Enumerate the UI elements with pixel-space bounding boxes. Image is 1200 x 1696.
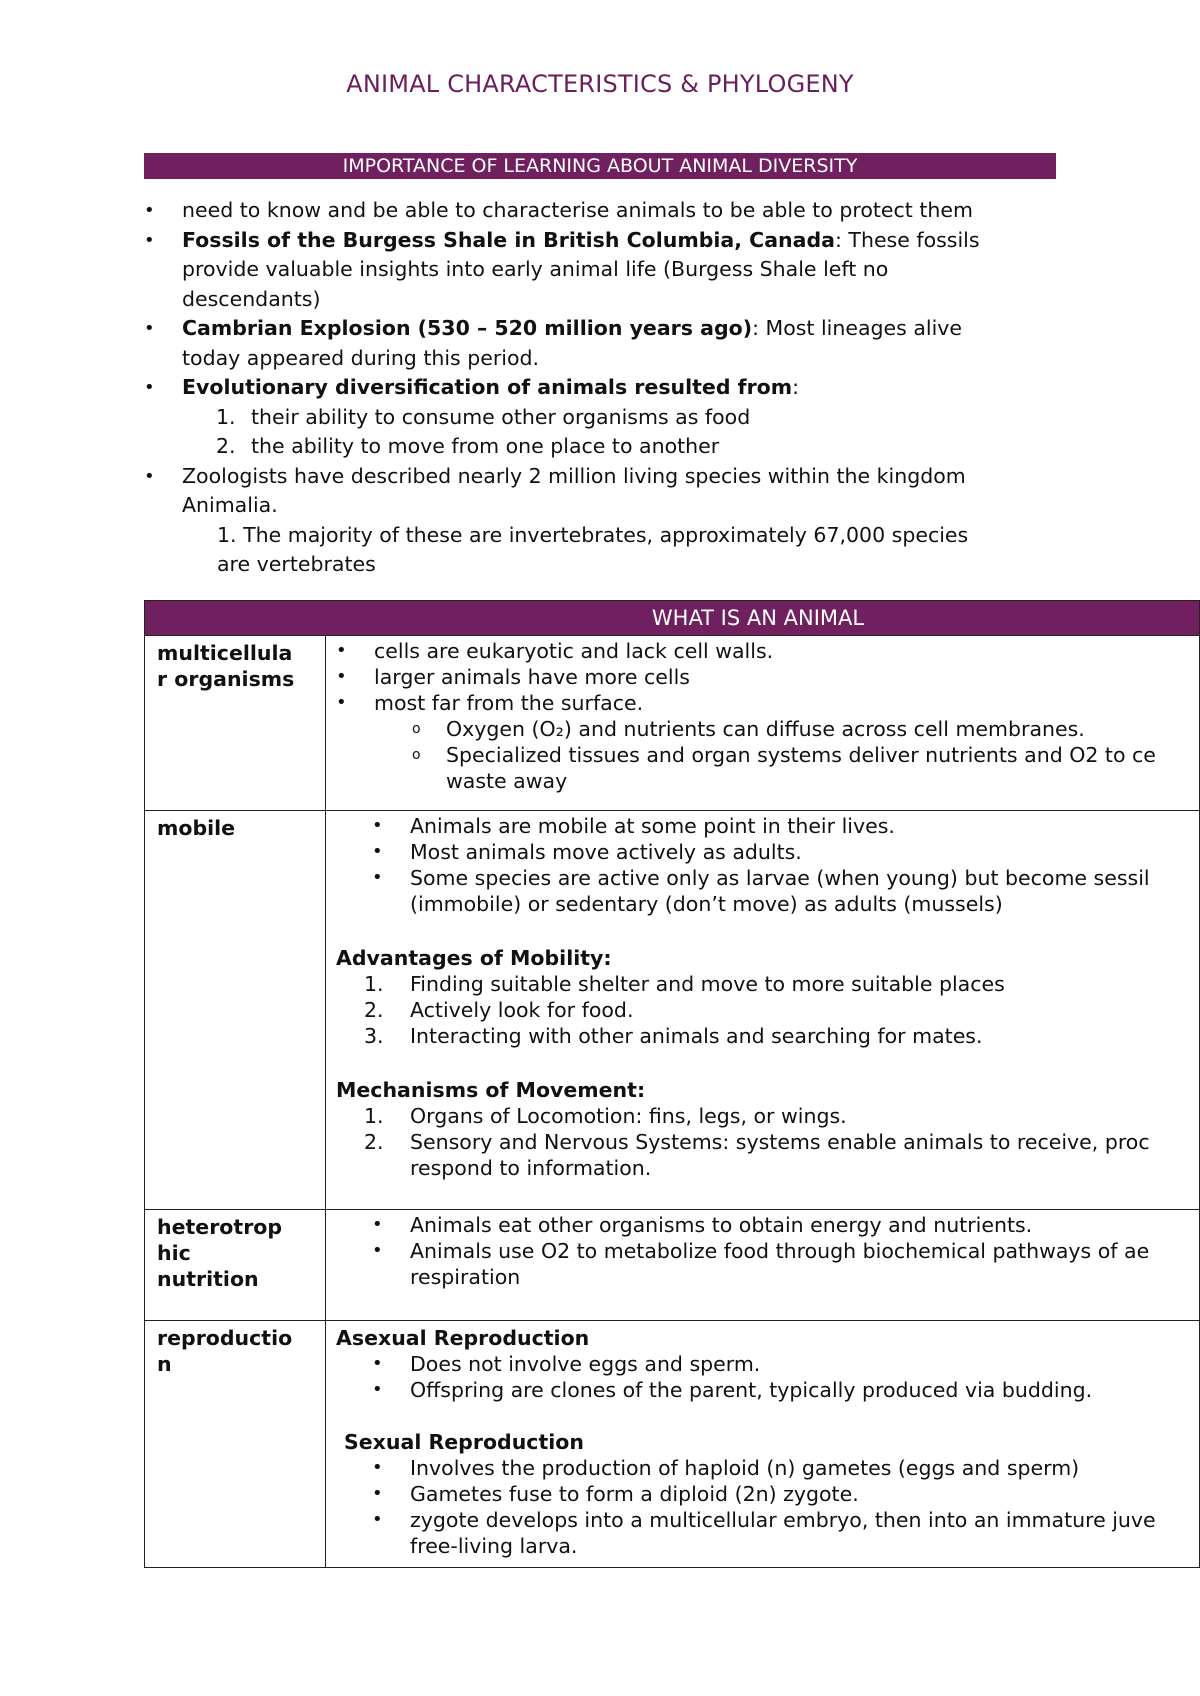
bullet-icon: • xyxy=(372,867,383,888)
importance-bullet-list xyxy=(144,196,1064,580)
sub-item: 1. The majority of these are invertebrates, approximately 67,000 species are vertebrates xyxy=(217,522,969,576)
row-label-heterotrophic: heterotrop hic nutrition xyxy=(145,1210,326,1321)
subheading-advantages: Advantages of Mobility: xyxy=(336,946,612,970)
table-heading: WHAT IS AN ANIMAL xyxy=(145,601,1200,636)
bullet-item: • Zoologists have described nearly 2 million living species within the kingdom Animalia. xyxy=(144,463,966,517)
circle-bullet-icon: o xyxy=(412,721,421,737)
bullet-icon: • xyxy=(372,1240,383,1261)
table-row xyxy=(145,636,1200,811)
row-content-multicellular: • cells are eukaryotic and lack cell walls. • larger animals have more cells • most far from the surface. o Oxygen (O₂) and nutrients can diffuse across cell membranes. o Specialized tissues and organ systems deliver nutrients and O2 to ce waste away xyxy=(326,636,1200,811)
table-row xyxy=(145,1210,1200,1321)
subheading-asexual: Asexual Reproduction xyxy=(336,1326,590,1350)
bullet-item: • Evolutionary diversification of animals resulted from: xyxy=(144,373,1064,403)
bullet-icon: • xyxy=(336,640,347,661)
subheading-mechanisms: Mechanisms of Movement: xyxy=(336,1078,646,1102)
bullet-item: • need to know and be able to characterise animals to be able to protect them xyxy=(144,196,1064,226)
bullet-icon: • xyxy=(144,229,155,251)
bullet-icon: • xyxy=(372,1509,383,1530)
row-content-reproduction: Asexual Reproduction • Does not involve eggs and sperm. • Offspring are clones of the parent, typically produced via budding. Sexual Reproduction • Involves the production of haploid (n) gametes (eggs and sperm) • Gametes fuse to form a diploid (2n) zygote. • zygote develops into a multicellular embryo, then into an immature juve free-living larva. xyxy=(326,1321,1200,1568)
bullet-icon: • xyxy=(372,1353,383,1374)
subheading-sexual: Sexual Reproduction xyxy=(344,1430,584,1454)
bullet-icon: • xyxy=(144,318,155,339)
bullet-icon: • xyxy=(372,1214,383,1235)
bullet-item: • Cambrian Explosion (530 – 520 million years ago): Most lineages alive today appeared during this period. xyxy=(144,316,963,370)
numbered-item: 1. their ability to consume other organisms as food xyxy=(216,404,751,429)
bullet-icon: • xyxy=(144,377,155,398)
bullet-icon: • xyxy=(336,666,347,687)
bullet-icon: • xyxy=(372,1379,383,1400)
row-content-heterotrophic: • Animals eat other organisms to obtain energy and nutrients. • Animals use O2 to metabolize food through biochemical pathways of ae respiration xyxy=(326,1210,1200,1321)
table-row xyxy=(145,1321,1200,1568)
row-label-multicellular: multicellula r organisms xyxy=(145,636,326,811)
page-title: ANIMAL CHARACTERISTICS & PHYLOGENY xyxy=(346,70,854,98)
numbered-item: 2. the ability to move from one place to another xyxy=(216,434,720,458)
row-label-reproduction: reproductio n xyxy=(145,1321,326,1568)
bullet-icon: • xyxy=(372,1457,383,1478)
bullet-icon: • xyxy=(144,465,155,487)
row-content-mobile: • Animals are mobile at some point in their lives. • Most animals move actively as adults. • Some species are active only as larvae (when young) but become sessil (immobile) or sedentary (don’t move) as adults (mussels) Advantages of Mobility: 1. Finding suitable shelter and move to more suitable places 2. Actively look for food. 3. Interacting with other animals and searching for mates. Mechanisms of Movement: 1. Organs of Locomotion: fins, legs, or wings. 2. Sensory and Nervous Systems: systems enable animals to receive, proc respond to information. xyxy=(326,811,1200,1210)
bullet-icon: • xyxy=(372,815,383,836)
table-row xyxy=(145,811,1200,1210)
circle-bullet-icon: o xyxy=(412,747,421,763)
section-heading-importance: IMPORTANCE OF LEARNING ABOUT ANIMAL DIVERSITY xyxy=(144,153,1056,179)
bullet-item: • Fossils of the Burgess Shale in British Columbia, Canada: These fossils provide valuable insights into early animal life (Burgess Shale left no descendants) xyxy=(144,227,980,311)
bullet-icon: • xyxy=(336,692,347,713)
bullet-icon: • xyxy=(144,200,155,221)
bullet-icon: • xyxy=(372,841,383,862)
what-is-an-animal-table xyxy=(144,600,1200,1568)
bullet-icon: • xyxy=(372,1483,383,1504)
row-label-mobile: mobile xyxy=(145,811,326,1210)
